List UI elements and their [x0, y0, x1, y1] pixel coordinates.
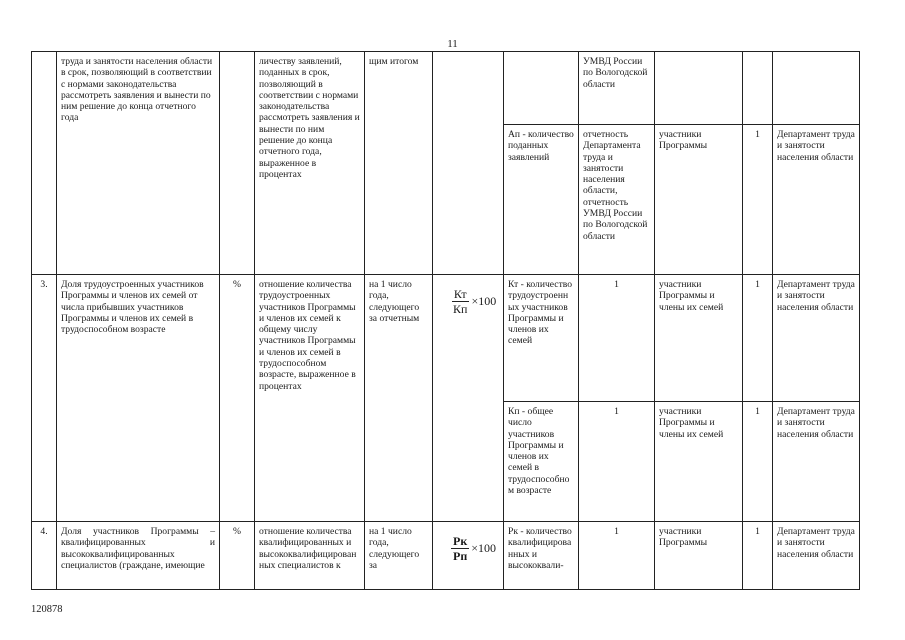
indicator-name-cell: труда и занятости населения области в срок, позволяющий в соответствии с нормами законодательства рассмотреть заявления и вынести по ним решение до конца отчетного года — [57, 52, 220, 275]
table-row — [32, 275, 860, 402]
method-cell — [743, 52, 773, 125]
indicator-name-cell: Доля участников Программы – квалифицированных и высококвалифицированных специалистов (граждане, имеющие — [57, 522, 220, 590]
responsible-cell: Департамент труда и занятости населения области — [773, 402, 860, 522]
formula — [451, 534, 496, 563]
period-cell: на 1 число года, следующего за отчетным — [365, 275, 433, 522]
indicator-name-cell: Доля трудоустроенных участников Программы и членов их семей от числа прибывших участников Программы и членов их семей в трудоспособном возрасте — [57, 275, 220, 522]
basic-indicator-cell: Кт - количество трудоустроенных участников Программы и членов их семей — [504, 275, 579, 402]
formula-numerator: Кт — [453, 287, 467, 301]
formula-denominator: Кп — [453, 302, 468, 316]
formula-cell — [433, 522, 504, 590]
responsible-cell: Департамент труда и занятости населения области — [773, 125, 860, 275]
data-source-cell: 1 — [579, 522, 655, 590]
formula-cell — [433, 275, 504, 522]
responsible-cell — [773, 52, 860, 125]
table-row — [32, 52, 860, 125]
responsible-cell: Департамент труда и занятости населения области — [773, 275, 860, 402]
data-source-cell: 1 — [579, 275, 655, 402]
row-number-cell: 3. — [32, 275, 57, 522]
method-cell: 1 — [743, 402, 773, 522]
document-id: 120878 — [31, 604, 63, 615]
indicators-table — [31, 51, 860, 590]
period-cell: щим итогом — [365, 52, 433, 275]
formula — [451, 287, 496, 316]
unit-cell — [220, 52, 255, 275]
data-source-cell: отчетность Департамента труда и занятости населения области, отчетность УМВД России по Вологодской области — [579, 125, 655, 275]
definition-cell: отношение количества квалифицированных и высококвалифицированных специалистов к — [255, 522, 365, 590]
population-cell — [655, 52, 743, 125]
basic-indicator-cell: Ап - количество поданных заявлений — [504, 125, 579, 275]
population-cell: участники Программы и члены их семей — [655, 275, 743, 402]
formula-multiplier: ×100 — [471, 540, 497, 555]
population-cell: участники Программы и члены их семей — [655, 402, 743, 522]
page-number: 11 — [447, 38, 458, 50]
basic-indicator-cell: Рк - количество квалифицированных и высококвали- — [504, 522, 579, 590]
method-cell: 1 — [743, 125, 773, 275]
formula-cell — [433, 52, 504, 275]
data-source-cell: 1 — [579, 402, 655, 522]
unit-cell: % — [220, 522, 255, 590]
definition-cell: личеству заявлений, поданных в срок, позволяющий в соответствии с нормами законодательства рассмотреть заявления и вынести по ним решение до конца отчетного года, выраженное в процентах — [255, 52, 365, 275]
definition-cell: отношение количества трудоустроенных участников Программы и членов их семей к общему числу участников Программы и членов их семей в трудоспособном возрасте, выраженное в процентах — [255, 275, 365, 522]
unit-cell: % — [220, 275, 255, 522]
formula-multiplier: ×100 — [471, 293, 497, 308]
row-number-cell — [32, 52, 57, 275]
responsible-cell: Департамент труда и занятости населения области — [773, 522, 860, 590]
method-cell: 1 — [743, 275, 773, 402]
basic-indicator-cell: Кп - общее число участников Программы и членов их семей в трудоспособном возрасте — [504, 402, 579, 522]
population-cell: участники Программы — [655, 125, 743, 275]
basic-indicator-cell — [504, 52, 579, 125]
method-cell: 1 — [743, 522, 773, 590]
table-row — [32, 522, 860, 590]
period-cell: на 1 число года, следующего за — [365, 522, 433, 590]
row-number-cell: 4. — [32, 522, 57, 590]
data-source-cell: УМВД России по Вологодской области — [579, 52, 655, 125]
formula-denominator: Рп — [453, 549, 468, 563]
formula-numerator: Рк — [453, 534, 468, 548]
population-cell: участники Программы — [655, 522, 743, 590]
